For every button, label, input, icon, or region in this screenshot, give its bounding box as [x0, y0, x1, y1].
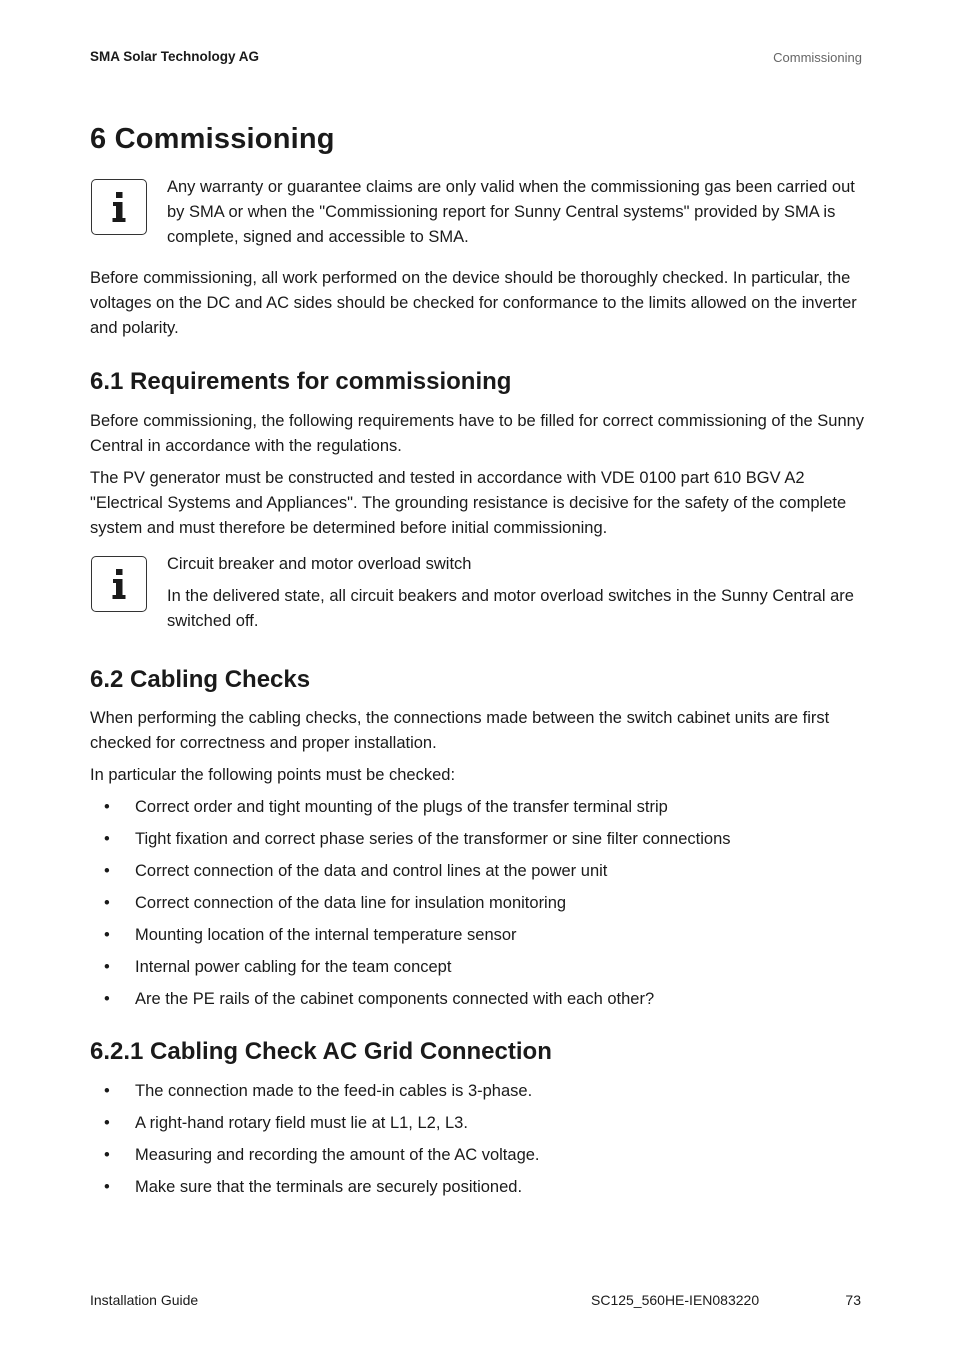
circuit-breaker-note-text: In the delivered state, all circuit beakers and motor overload switches in the Sunny Central are switched off. [167, 587, 854, 630]
bullet: • [104, 926, 110, 944]
chapter-title: 6 Commissioning [90, 123, 335, 155]
list-item: • A right-hand rotary field must lie at L1, L2, L3. [90, 1111, 865, 1143]
bullet: • [104, 1178, 110, 1196]
bullet: • [104, 798, 110, 816]
bullet: • [104, 1114, 110, 1132]
footer-doc-type: Installation Guide [90, 1292, 199, 1308]
circuit-breaker-note-title: Circuit breaker and motor overload switch [167, 555, 472, 573]
bullet: • [104, 830, 110, 848]
list-item: • Measuring and recording the amount of the AC voltage. [90, 1143, 865, 1175]
requirements-para-2: The PV generator must be constructed and tested in accordance with VDE 0100 part 610 BGV A2 "Electrical Systems and Appliances". The grounding resistance is decisive for the safety of the complete system and must therefore be determined before initial commissioning. [90, 469, 847, 537]
ac-grid-checklist [90, 1079, 865, 1207]
bullet: • [104, 862, 110, 880]
list-item: • Correct order and tight mounting of the plugs of the transfer terminal strip [90, 795, 865, 827]
section-title-6-2: 6.2 Cabling Checks [90, 666, 311, 693]
info-icon [91, 556, 147, 612]
header-section: Commissioning [773, 50, 862, 65]
chapter-intro: Before commissioning, all work performed on the device should be thoroughly checked. In particular, the voltages on the DC and AC sides should be checked for conformance to the limits allowed on the inverter and polarity. [90, 269, 857, 337]
list-item: • Tight fixation and correct phase series of the transformer or sine filter connections [90, 827, 865, 859]
list-item: • Internal power cabling for the team concept [90, 955, 865, 987]
list-item: • Are the PE rails of the cabinet components connected with each other? [90, 987, 865, 1019]
cabling-checklist [90, 795, 865, 1019]
bullet: • [104, 1146, 110, 1164]
list-item: • Correct connection of the data line for insulation monitoring [90, 891, 865, 923]
footer-doc-id: SC125_560HE-IEN083220 [591, 1292, 760, 1308]
section-title-6-2-1: 6.2.1 Cabling Check AC Grid Connection [90, 1038, 552, 1065]
list-item: • Mounting location of the internal temperature sensor [90, 923, 865, 955]
bullet: • [104, 1082, 110, 1100]
bullet: • [104, 894, 110, 912]
bullet: • [104, 958, 110, 976]
page-number: 73 [845, 1292, 861, 1308]
bullet: • [104, 990, 110, 1008]
list-item: • The connection made to the feed-in cables is 3-phase. [90, 1079, 865, 1111]
list-item: • Correct connection of the data and control lines at the power unit [90, 859, 865, 891]
info-icon [91, 179, 147, 235]
cabling-para-2: In particular the following points must be checked: [90, 766, 456, 784]
section-title-6-1: 6.1 Requirements for commissioning [90, 368, 512, 395]
list-item: • Make sure that the terminals are securely positioned. [90, 1175, 865, 1207]
requirements-para-1: Before commissioning, the following requirements have to be filled for correct commissioning of the Sunny Central in accordance with the regulations. [90, 412, 865, 455]
header-company: SMA Solar Technology AG [90, 49, 260, 64]
warranty-note: Any warranty or guarantee claims are only valid when the commissioning gas been carried out by SMA or when the "Commissioning report for Sunny Central systems" provided by SMA is complete, signed and accessible to SMA. [167, 178, 855, 246]
cabling-para-1: When performing the cabling checks, the connections made between the switch cabinet units are first checked for correctness and proper installation. [90, 709, 830, 752]
